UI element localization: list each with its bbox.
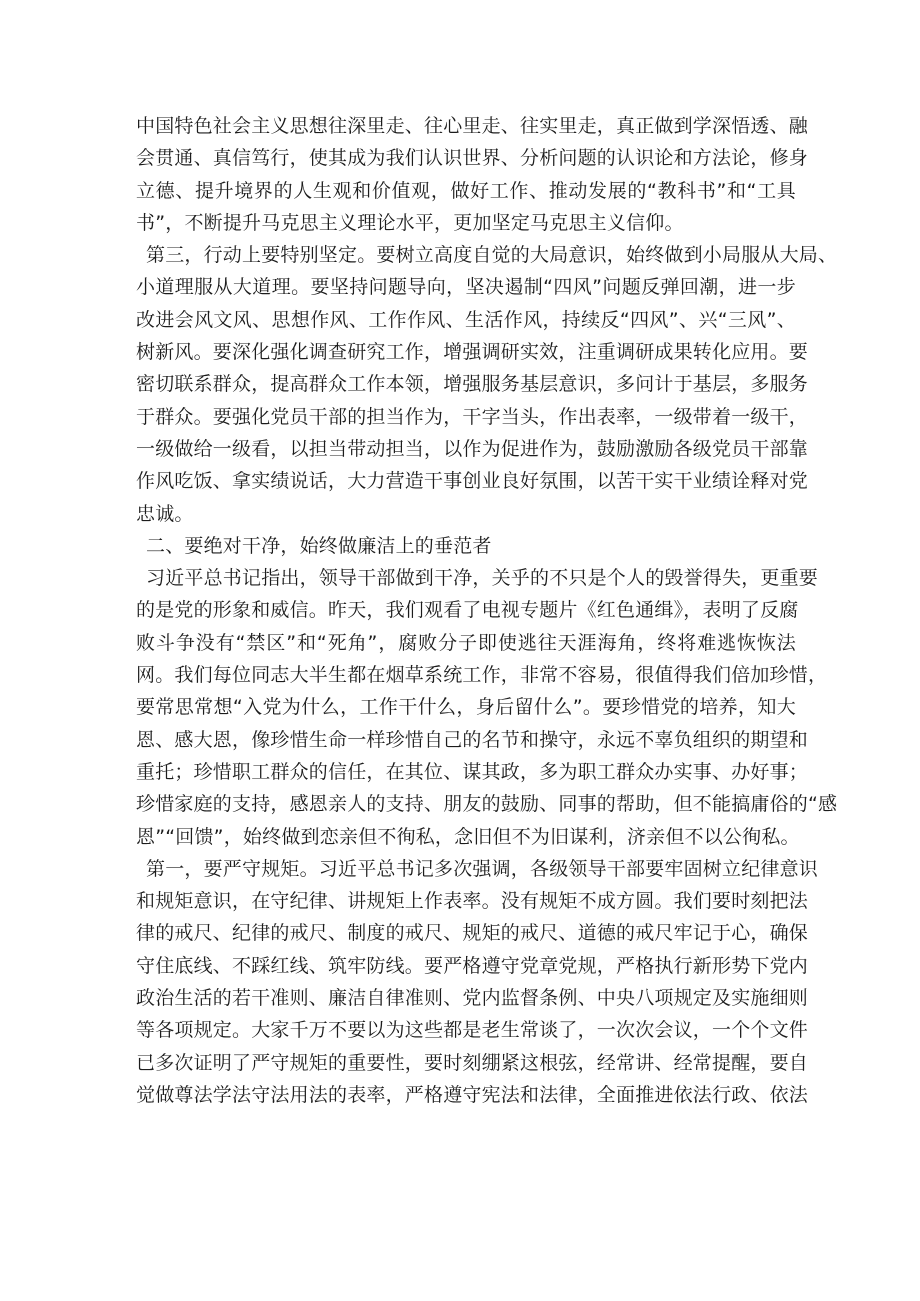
text-line: 律的戒尺、纪律的戒尺、制度的戒尺、规矩的戒尺、道德的戒尺牢记于心，确保 [136, 922, 809, 945]
text-line: 小道理服从大道理。要坚持问题导向，坚决遏制“四风”问题反弹回潮，进一步 [136, 276, 796, 299]
paragraph-start-line: 习近平总书记指出，领导干部做到干净，关乎的不只是个人的毁誉得失，更重要 [146, 567, 819, 590]
text-line: 改进会风文风、思想作风、工作作风、生活作风，持续反“四风”、兴“三风”、 [136, 308, 796, 331]
text-line: 立德、提升境界的人生观和价值观，做好工作、推动发展的“教科书”和“工具 [136, 179, 796, 202]
text-line: 已多次证明了严守规矩的重要性，要时刻绷紧这根弦，经常讲、经常提醒，要自 [136, 1051, 809, 1074]
paragraph-start-line: 第一，要严守规矩。习近平总书记多次强调，各级领导干部要牢固树立纪律意识 [146, 857, 819, 880]
text-line: 于群众。要强化党员干部的担当作为，干字当头，作出表率，一级带着一级干， [136, 405, 809, 428]
text-line: 政治生活的若干准则、廉洁自律准则、党内监督条例、中央八项规定及实施细则 [136, 987, 809, 1010]
text-line: 网。我们每位同志大半生都在烟草系统工作，非常不容易，很值得我们倍加珍惜， [136, 664, 828, 687]
text-line: 守住底线、不踩红线、筑牢防线。要严格遵守党章党规，严格执行新形势下党内 [136, 954, 809, 977]
text-line: 重托；珍惜职工群众的信任，在其位、谋其政，多为职工群众办实事、办好事； [136, 760, 809, 783]
text-line: 一级做给一级看，以担当带动担当，以作为促进作为，鼓励激励各级党员干部靠 [136, 437, 809, 460]
text-line: 书”，不断提升马克思主义理论水平，更加坚定马克思主义信仰。 [136, 211, 684, 234]
text-line: 中国特色社会主义思想往深里走、往心里走、往实里走，真正做到学深悟透、融 [136, 115, 809, 137]
text-line: 树新风。要深化强化调查研究工作，增强调研实效，注重调研成果转化应用。要 [136, 341, 809, 364]
text-line: 会贯通、真信笃行，使其成为我们认识世界、分析问题的认识论和方法论，修身 [136, 147, 809, 170]
text-line: 忠诚。 [136, 502, 194, 525]
paragraph-start-line: 第三，行动上要特别坚定。要树立高度自觉的大局意识，始终做到小局服从大局、 [146, 244, 838, 267]
text-line: 觉做尊法学法守法用法的表率，严格遵守宪法和法律，全面推进依法行政、依法 [136, 1083, 809, 1106]
text-line: 败斗争没有“禁区”和“死角”，腐败分子即使逃往天涯海角，终将难逃恢恢法 [136, 631, 796, 654]
body-text [136, 110, 838, 1111]
text-line: 恩”“回馈”，始终做到恋亲但不徇私，念旧但不为旧谋利，济亲但不以公徇私。 [136, 825, 800, 848]
text-line: 等各项规定。大家千万不要以为这些都是老生常谈了，一次次会议，一个个文件 [136, 1019, 809, 1042]
text-line: 和规矩意识，在守纪律、讲规矩上作表率。没有规矩不成方圆。我们要时刻把法 [136, 890, 809, 913]
section-heading: 二、要绝对干净，始终做廉洁上的垂范者 [146, 534, 492, 557]
text-line: 珍惜家庭的支持，感恩亲人的支持、朋友的鼓励、同事的帮助，但不能搞庸俗的“感 [136, 793, 838, 816]
text-line: 作风吃饭、拿实绩说话，大力营造干事创业良好氛围，以苦干实干业绩诠释对党 [136, 470, 809, 493]
text-line: 密切联系群众，提高群众工作本领，增强服务基层意识，多问计于基层，多服务 [136, 373, 809, 396]
text-line: 恩、感大恩，像珍惜生命一样珍惜自己的名节和操守，永远不辜负组织的期望和 [136, 728, 809, 751]
text-line: 要常思常想“入党为什么，工作干什么，身后留什么”。要珍惜党的培养，知大 [136, 696, 796, 719]
text-line: 的是党的形象和威信。昨天，我们观看了电视专题片《红色通缉》，表明了反腐 [136, 599, 799, 622]
